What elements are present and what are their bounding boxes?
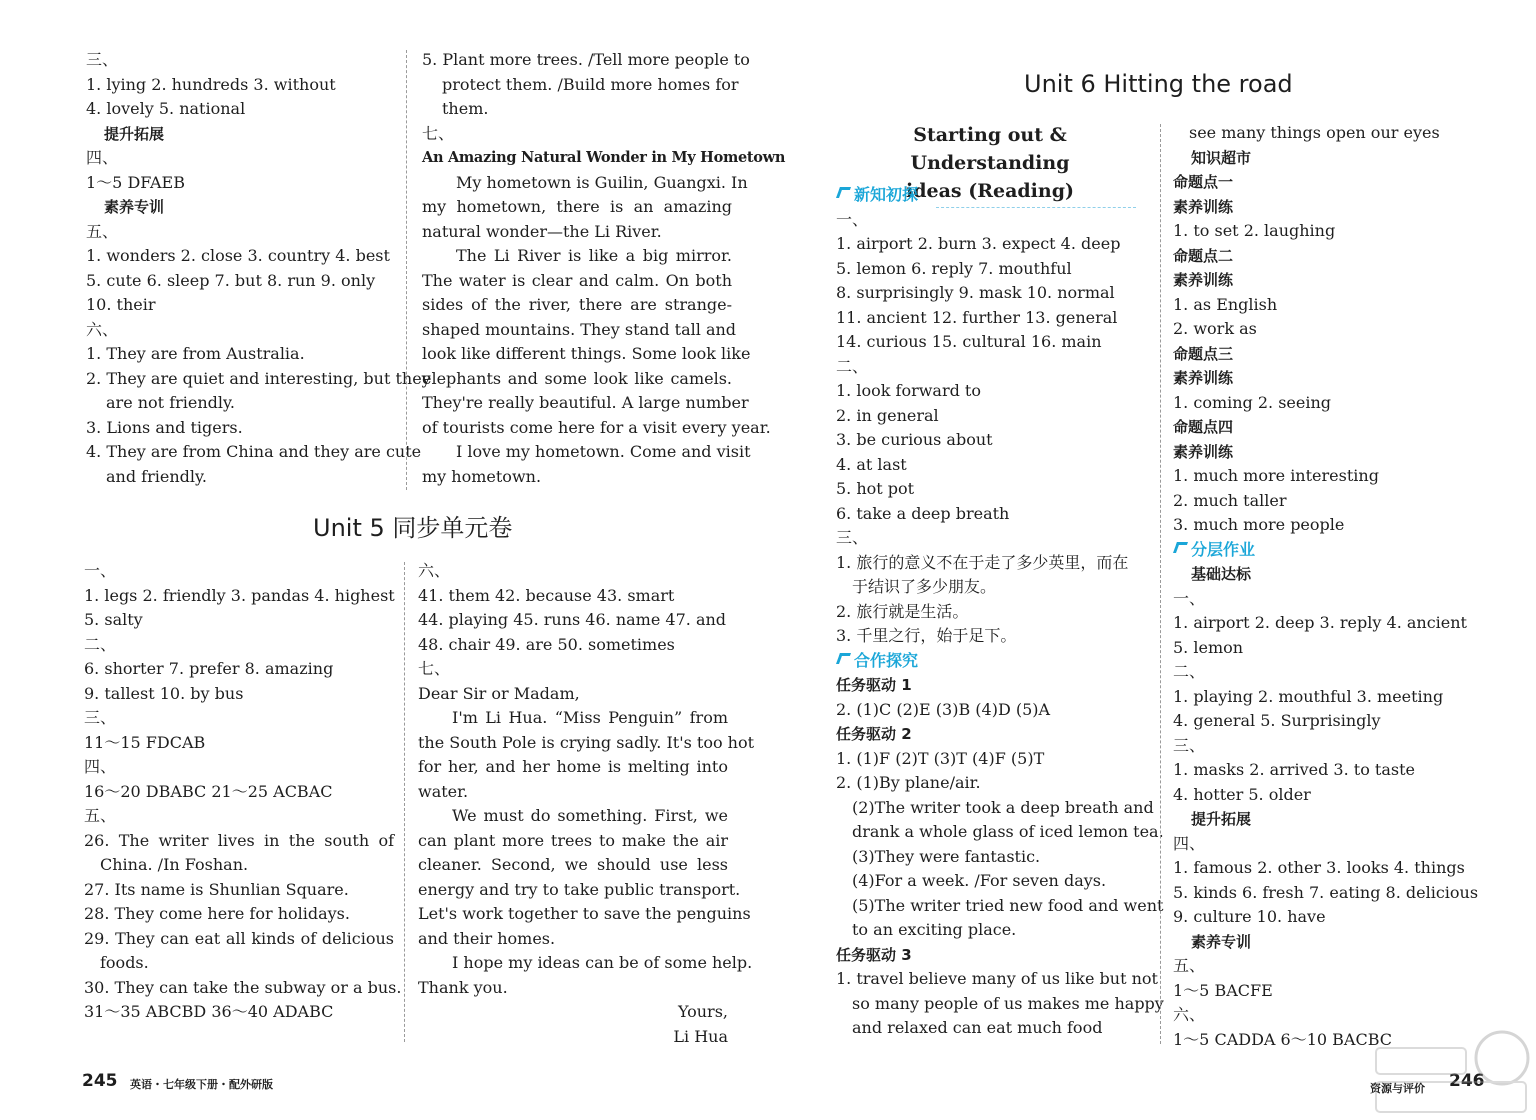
- right-col4: [1173, 121, 1503, 1052]
- section-label: 素养训练: [1173, 197, 1234, 216]
- answer-line: 五、: [86, 221, 119, 241]
- answer-line: China. /In Foshan.: [100, 855, 249, 874]
- answer-line: 3. much more people: [1173, 515, 1345, 534]
- answer-line: 1. travel believe many of us like but not: [836, 969, 1158, 988]
- answer-line: 1. airport 2. deep 3. reply 4. ancient: [1173, 613, 1467, 632]
- section-label: 素养训练: [1173, 369, 1234, 387]
- section-label: 提升拓展: [104, 124, 165, 143]
- answer-line: 30. They can take the subway or a bus.: [84, 977, 402, 997]
- page-number-left: 245: [82, 1071, 118, 1091]
- answer-line: (3)They were fantastic.: [852, 846, 1041, 866]
- right-col3: [836, 183, 1164, 1041]
- answer-line: My hometown is Guilin, Guangxi. In: [456, 172, 748, 192]
- column-divider: [406, 50, 407, 490]
- section-banner: 新知初探: [836, 183, 1148, 208]
- column-divider: [1160, 124, 1161, 1044]
- section-label: 命题点二: [1173, 246, 1234, 265]
- answer-line: The water is clear and calm. On both: [422, 270, 732, 290]
- answer-line: 2. much taller: [1173, 490, 1287, 510]
- answer-line: 六、: [1173, 1005, 1206, 1024]
- answer-line: 4. general 5. Surprisingly: [1173, 711, 1381, 730]
- section-label: 提升拓展: [1191, 810, 1252, 828]
- answer-line: 1. legs 2. friendly 3. pandas 4. highest: [84, 585, 395, 605]
- answer-line: to an exciting place.: [852, 920, 1017, 939]
- answer-line: 4. at last: [836, 454, 907, 474]
- answer-line: I hope my ideas can be of some help.: [452, 953, 753, 972]
- answer-line: 于结识了多少朋友。: [852, 577, 997, 596]
- answer-line: 1. look forward to: [836, 381, 981, 400]
- answer-line: 11～15 FDCAB: [84, 732, 206, 752]
- answer-line: 5. kinds 6. fresh 7. eating 8. delicious: [1173, 882, 1479, 902]
- answer-line: protect them. /Build more homes for: [442, 74, 739, 94]
- answer-line: 48. chair 49. are 50. sometimes: [418, 634, 675, 654]
- answer-line: Dear Sir or Madam,: [418, 683, 580, 703]
- section-label: 素养训练: [1173, 442, 1234, 461]
- answer-line: energy and try to take public transport.: [418, 879, 741, 899]
- section-banner: 合作探究: [836, 649, 1148, 674]
- answer-line: 5. lemon: [1173, 637, 1244, 657]
- section-label: 命题点一: [1173, 173, 1234, 191]
- answer-line: 一、: [1173, 588, 1206, 608]
- answer-line: 3. 千里之行，始于足下。: [836, 626, 1017, 645]
- answer-line: 2. They are quiet and interesting, but they: [86, 368, 431, 388]
- answer-line: the South Pole is crying sadly. It's too hot: [418, 732, 755, 752]
- section-label: 素养专训: [1191, 932, 1252, 951]
- answer-line: 27. Its name is Shunlian Square.: [84, 879, 349, 899]
- answer-line: 9. tallest 10. by bus: [84, 683, 244, 703]
- answer-line: 1. 旅行的意义不在于走了多少英里，而在: [836, 552, 1129, 572]
- answer-line: Thank you.: [418, 977, 508, 997]
- answer-line: 4. They are from China and they are cute: [86, 442, 422, 461]
- answer-line: 1. (1)F (2)T (3)T (4)F (5)T: [836, 748, 1045, 768]
- answer-line: foods.: [100, 953, 149, 972]
- answer-line: 1. lying 2. hundreds 3. without: [86, 74, 336, 94]
- answer-line: of tourists come here for a visit every year.: [422, 417, 771, 437]
- answer-line: 七、: [418, 659, 451, 678]
- section-label: 命题点四: [1173, 418, 1234, 436]
- answer-line: Yours,: [677, 1002, 728, 1021]
- answer-line: I love my hometown. Come and visit: [456, 442, 751, 461]
- answer-line: cleaner. Second, we should use less: [418, 855, 728, 874]
- answer-line: 3. be curious about: [836, 430, 993, 449]
- answer-line: 28. They come here for holidays.: [84, 904, 350, 923]
- answer-line: 七、: [422, 123, 455, 143]
- answer-line: see many things open our eyes: [1189, 123, 1440, 142]
- section-label: 任务驱动 2: [836, 725, 912, 743]
- answer-line: 2. in general: [836, 405, 939, 425]
- answer-line: 一、: [836, 209, 869, 229]
- answer-line: 3. Lions and tigers.: [86, 417, 243, 437]
- section-heading-line2: ideas (Reading): [906, 180, 1074, 202]
- answer-line: 6. shorter 7. prefer 8. amazing: [84, 659, 334, 678]
- answer-line: The Li River is like a big mirror.: [456, 246, 732, 265]
- answer-line: 5. salty: [84, 610, 143, 629]
- answer-line: and friendly.: [106, 466, 207, 486]
- section-label: 素养训练: [1173, 271, 1234, 289]
- answer-line: 1～5 DFAEB: [86, 172, 185, 192]
- answer-line: 1. to set 2. laughing: [1173, 221, 1336, 240]
- answer-line: 六、: [86, 319, 119, 339]
- answer-line: for her, and her home is melting into: [418, 757, 728, 776]
- answer-line: 四、: [1173, 833, 1206, 853]
- answer-line: 2. 旅行就是生活。: [836, 601, 969, 621]
- answer-line: 1. They are from Australia.: [86, 344, 305, 363]
- answer-line: 2. work as: [1173, 319, 1257, 338]
- answer-line: 1. coming 2. seeing: [1173, 392, 1332, 412]
- left-col2-bottom: [418, 559, 755, 1049]
- unit6-heading: Unit 6 Hitting the road: [1024, 70, 1293, 98]
- answer-line: They're really beautiful. A large number: [422, 393, 749, 412]
- answer-line: 1. playing 2. mouthful 3. meeting: [1173, 686, 1444, 706]
- answer-line: 五、: [84, 806, 117, 825]
- section-label: 知识超市: [1191, 148, 1252, 167]
- answer-line: Let's work together to save the penguins: [418, 904, 751, 923]
- answer-line: (5)The writer tried new food and went: [852, 895, 1164, 915]
- answer-line: natural wonder—the Li River.: [422, 221, 662, 241]
- answer-line: 1. as English: [1173, 294, 1278, 314]
- column-divider: [404, 562, 405, 1042]
- watermark-logo: [1362, 1020, 1532, 1120]
- answer-line: 5. Plant more trees. /Tell more people to: [422, 50, 750, 69]
- section-label: 素养专训: [104, 198, 165, 216]
- answer-line: 6. take a deep breath: [836, 503, 1010, 523]
- page-number-right: 246: [1449, 1071, 1485, 1091]
- answer-line: 4. lovely 5. national: [86, 99, 246, 118]
- answer-line: elephants and some look like camels.: [422, 368, 732, 388]
- answer-line: 9. culture 10. have: [1173, 907, 1326, 926]
- answer-line: Li Hua: [673, 1026, 728, 1046]
- answer-line: water.: [418, 781, 469, 801]
- answer-line: 二、: [1173, 662, 1206, 681]
- answer-line: 二、: [84, 634, 117, 654]
- answer-line: 三、: [84, 708, 117, 727]
- answer-line: 一、: [84, 561, 117, 580]
- answer-line: 29. They can eat all kinds of delicious: [84, 928, 394, 948]
- answer-line: 44. playing 45. runs 46. name 47. and: [418, 610, 727, 629]
- answer-line: them.: [442, 99, 489, 118]
- section-label: 任务驱动 3: [836, 945, 912, 964]
- answer-line: 1. masks 2. arrived 3. to taste: [1173, 760, 1415, 779]
- answer-line: 11. ancient 12. further 13. general: [836, 307, 1118, 327]
- answer-line: 1. famous 2. other 3. looks 4. things: [1173, 858, 1465, 877]
- answer-line: 1. wonders 2. close 3. country 4. best: [86, 246, 390, 265]
- footer-right: 资源与评价: [1370, 1082, 1425, 1095]
- answer-line: 1. airport 2. burn 3. expect 4. deep: [836, 234, 1121, 253]
- answer-line: 10. their: [86, 295, 156, 314]
- answer-line: 2. (1)By plane/air.: [836, 773, 981, 792]
- answer-line: 8. surprisingly 9. mask 10. normal: [836, 283, 1115, 302]
- footer-left: 英语・七年级下册・配外研版: [130, 1078, 273, 1091]
- answer-line: 31～35 ABCBD 36～40 ADABC: [84, 1002, 334, 1021]
- answer-line: 41. them 42. because 43. smart: [418, 585, 675, 605]
- unit5-heading: Unit 5 同步单元卷: [313, 514, 513, 542]
- answer-line: 1. much more interesting: [1173, 466, 1379, 485]
- answer-line: and relaxed can eat much food: [852, 1018, 1103, 1037]
- answer-line: look like different things. Some look like: [422, 344, 751, 363]
- section-label: 命题点三: [1173, 344, 1234, 363]
- answer-line: 四、: [84, 757, 117, 776]
- answer-line: 26. The writer lives in the south of: [84, 830, 394, 850]
- left-col1-top: [86, 48, 431, 489]
- answer-line: I'm Li Hua. “Miss Penguin” from: [452, 708, 728, 727]
- answer-line: 三、: [86, 50, 119, 69]
- answer-line: (2)The writer took a deep breath and: [852, 797, 1154, 817]
- answer-line: 5. cute 6. sleep 7. but 8. run 9. only: [86, 270, 376, 290]
- answer-line: are not friendly.: [106, 393, 236, 412]
- answer-line: (4)For a week. /For seven days.: [852, 871, 1107, 890]
- left-col1-bottom: [84, 559, 402, 1025]
- section-heading-line1: Starting out & Understanding: [910, 124, 1070, 174]
- answer-line: drank a whole glass of iced lemon tea.: [852, 822, 1164, 841]
- answer-line: 2. (1)C (2)E (3)B (4)D (5)A: [836, 699, 1051, 719]
- answer-line: my hometown.: [422, 466, 542, 486]
- answer-line: so many people of us makes me happy: [852, 993, 1164, 1013]
- answer-line: 5. lemon 6. reply 7. mouthful: [836, 258, 1072, 278]
- answer-line: 1～5 CADDA 6～10 BACBC: [1173, 1029, 1393, 1049]
- answer-line: sides of the river, there are strange-: [422, 295, 732, 314]
- answer-line: 二、: [836, 356, 869, 376]
- answer-line: 四、: [86, 148, 119, 167]
- answer-line: 4. hotter 5. older: [1173, 784, 1311, 804]
- answer-line: 三、: [836, 528, 869, 547]
- answer-line: 五、: [1173, 956, 1206, 975]
- section-label: 基础达标: [1191, 565, 1252, 583]
- section-label: 任务驱动 1: [836, 676, 912, 694]
- banner-rule: [936, 207, 1136, 208]
- answer-line: 14. curious 15. cultural 16. main: [836, 332, 1102, 351]
- answer-line: An Amazing Natural Wonder in My Hometown: [422, 149, 786, 166]
- answer-line: 六、: [418, 561, 451, 580]
- answer-line: 1～5 BACFE: [1173, 980, 1273, 1000]
- answer-line: We must do something. First, we: [452, 806, 728, 825]
- answer-line: shaped mountains. They stand tall and: [422, 319, 737, 339]
- answer-line: my hometown, there is an amazing: [422, 197, 732, 216]
- section-banner: 分层作业: [1173, 538, 1503, 563]
- answer-line: 5. hot pot: [836, 479, 915, 498]
- answer-line: 16～20 DBABC 21～25 ACBAC: [84, 781, 333, 801]
- answer-line: can plant more trees to make the air: [418, 830, 728, 850]
- answer-line: and their homes.: [418, 928, 556, 948]
- answer-line: 三、: [1173, 735, 1206, 755]
- left-col2-top: [422, 48, 786, 489]
